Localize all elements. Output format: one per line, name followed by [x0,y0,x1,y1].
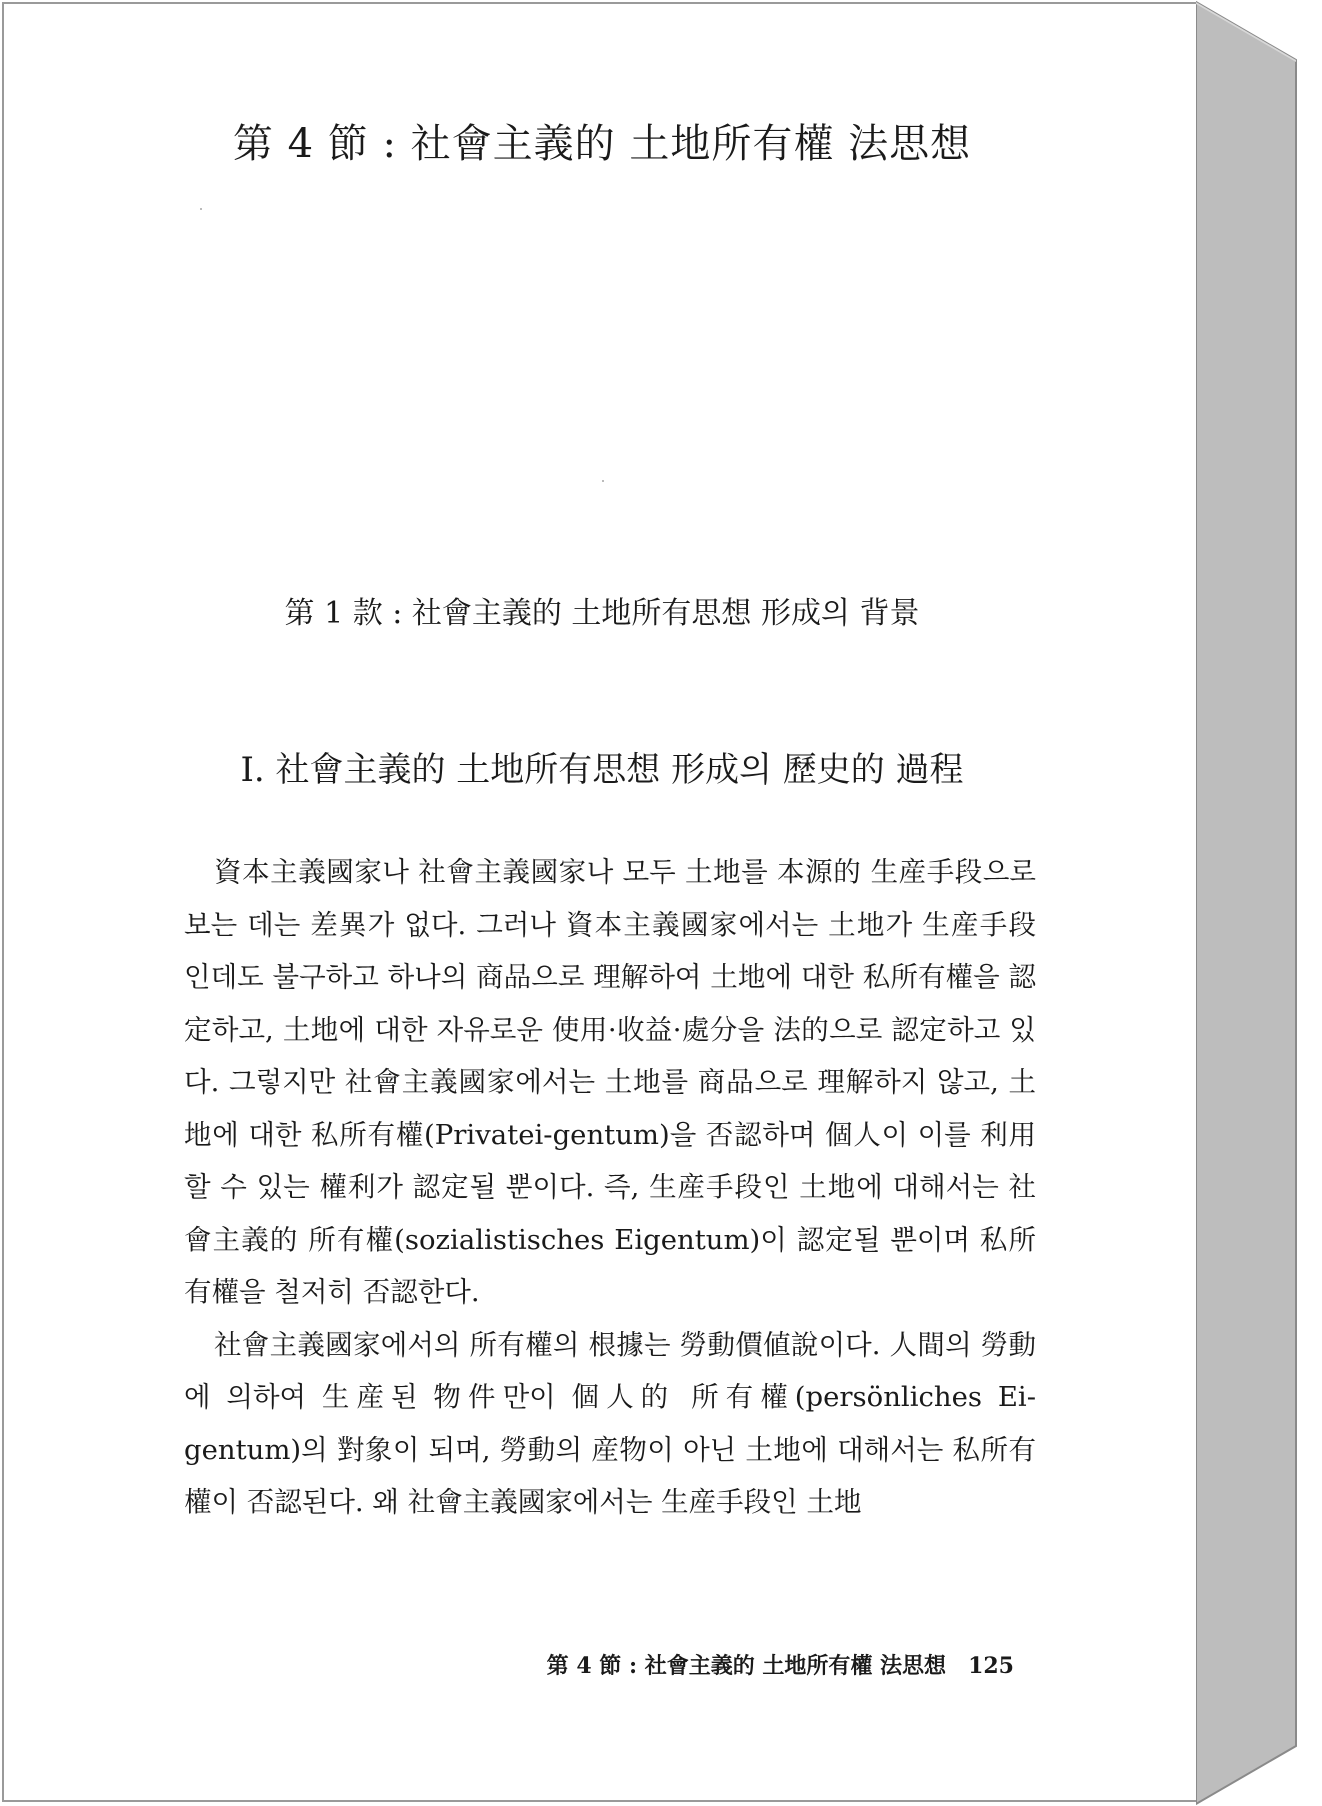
running-footer [4,1649,1014,1680]
section-title: 第 4 節 : 社會主義的 土地所有權 法思想 [232,121,972,167]
article-title: 第 1 款 : 社會主義的 土地所有思想 形成의 背景 [284,596,920,631]
paragraph: 社會主義國家에서의 所有權의 根據는 勞動價値說이다. 人間의 勞動에 의하여 生産된 物件만이 個人的 所有權(persönliches Ei-gentum)의 對象이 되며, 勞動의 産物이 아닌 土地에 대해서는 私所有權이 否認된다. 왜 社會主義國家에서는 生産手段인 土地 [184,1328,1036,1518]
scan-speck [602,480,604,482]
sub-heading: Ⅰ. 社會主義的 土地所有思想 形成의 歷史的 過程 [240,750,964,790]
body-text [184,846,1036,1529]
footer-running-title: 第 4 節 : 社會主義的 土地所有權 法思想 [546,1653,947,1679]
page-stack-edge [1196,0,1322,1806]
book-page [2,2,1198,1802]
page-number: 125 [968,1653,1014,1679]
scan-speck [200,208,202,210]
paragraph: 資本主義國家나 社會主義國家나 모두 土地를 本源的 生産手段으로 보는 데는 差異가 없다. 그러나 資本主義國家에서는 土地가 生産手段인데도 불구하고 하나의 商品으로 理解하여 土地에 대한 私所有權을 認定하고, 土地에 대한 자유로운 使用·收益·處分을 法的으로 認定하고 있다. 그렇지만 社會主義國家에서는 土地를 商品으로 理解하지 않고, 土地에 대한 私所有權(Privatei-gentum)을 否認하며 個人이 이를 利用할 수 있는 權利가 認定될 뿐이다. 즉, 生産手段인 土地에 대해서는 社會主義的 所有權(sozialistisches Eigentum)이 認定될 뿐이며 私所有權을 철저히 否認한다. [184,856,1036,1308]
